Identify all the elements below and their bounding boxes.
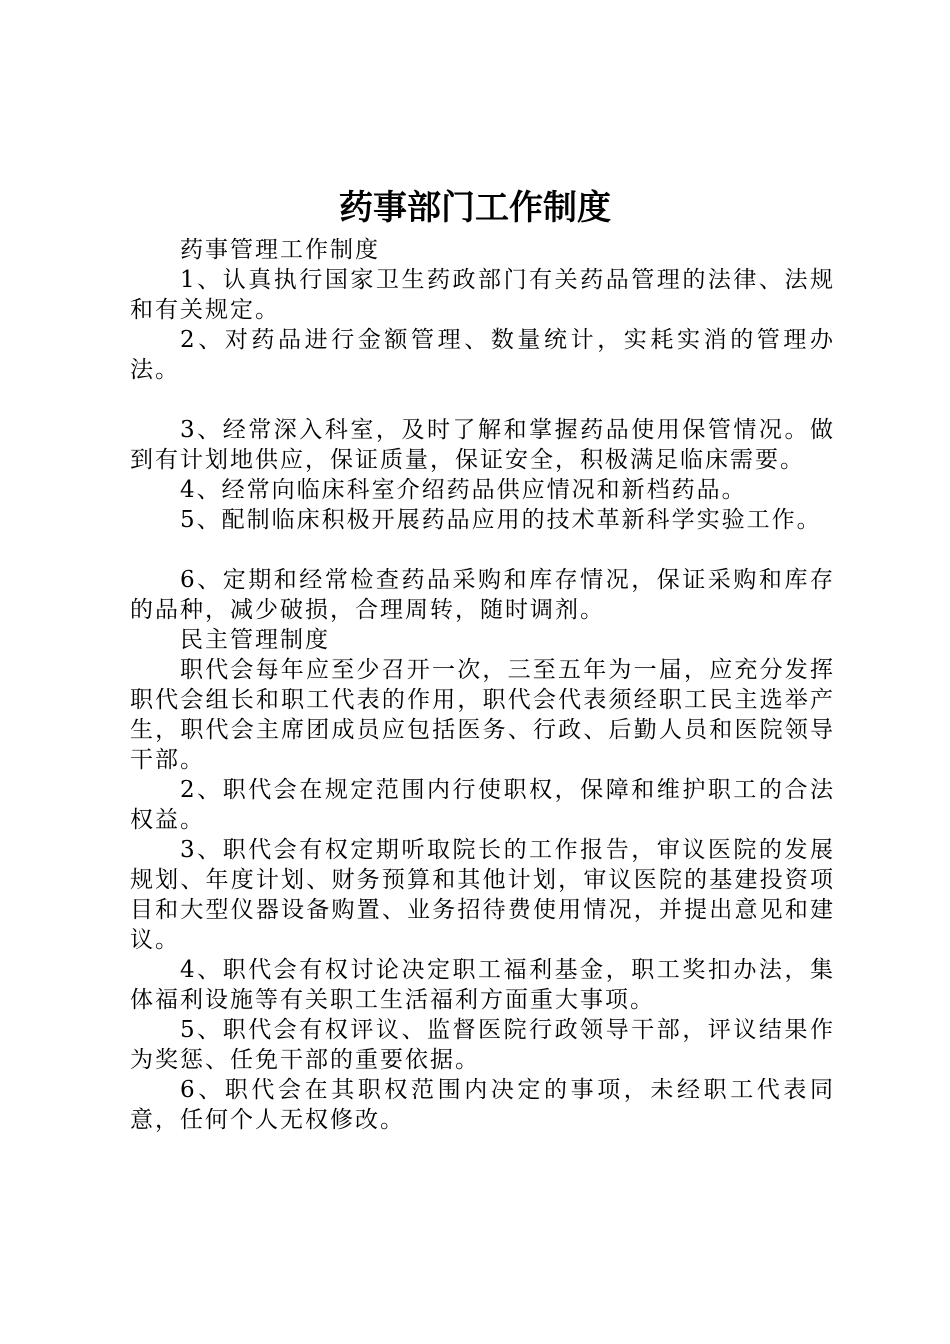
paragraph: 2、对药品进行金额管理、数量统计，实耗实消的管理办法。 [130,327,835,383]
paragraph: 6、定期和经常检查药品采购和库存情况，保证采购和库存的品种，减少破损，合理周转，随时调剂。 [130,567,835,623]
paragraph: 职代会每年应至少召开一次，三至五年为一届，应充分发挥职代会组长和职工代表的作用，职代会代表须经职工民主选举产生，职代会主席团成员应包括医务、行政、后勤人员和医院领导干部。 [130,657,835,773]
paragraph: 4、职代会有权讨论决定职工福利基金，职工奖扣办法，集体福利设施等有关职工生活福利方面重大事项。 [130,957,835,1013]
section-heading-pharmacy: 药事管理工作制度 [180,237,380,263]
paragraph: 4、经常向临床科室介绍药品供应情况和新档药品。 [180,477,747,503]
paragraph: 5、职代会有权评议、监督医院行政领导干部，评议结果作为奖惩、任免干部的重要依据。 [130,1017,835,1073]
document-title: 药事部门工作制度 [339,188,611,228]
paragraph: 3、经常深入科室，及时了解和掌握药品使用保管情况。做到有计划地供应，保证质量，保证安全，积极满足临床需要。 [130,417,835,473]
paragraph: 5、配制临床积极开展药品应用的技术革新科学实验工作。 [180,507,822,533]
paragraph: 3、职代会有权定期听取院长的工作报告，审议医院的发展规划、年度计划、财务预算和其他计划，审议医院的基建投资项目和大型仪器设备购置、业务招待费使用情况，并提出意见和建议。 [130,837,835,953]
section-heading-democratic: 民主管理制度 [180,627,330,653]
paragraph: 2、职代会在规定范围内行使职权，保障和维护职工的合法权益。 [130,777,835,833]
paragraph: 1、认真执行国家卫生药政部门有关药品管理的法律、法规和有关规定。 [130,267,835,323]
document-body [130,235,835,1135]
paragraph: 6、职代会在其职权范围内决定的事项，未经职工代表同意，任何个人无权修改。 [130,1077,835,1133]
